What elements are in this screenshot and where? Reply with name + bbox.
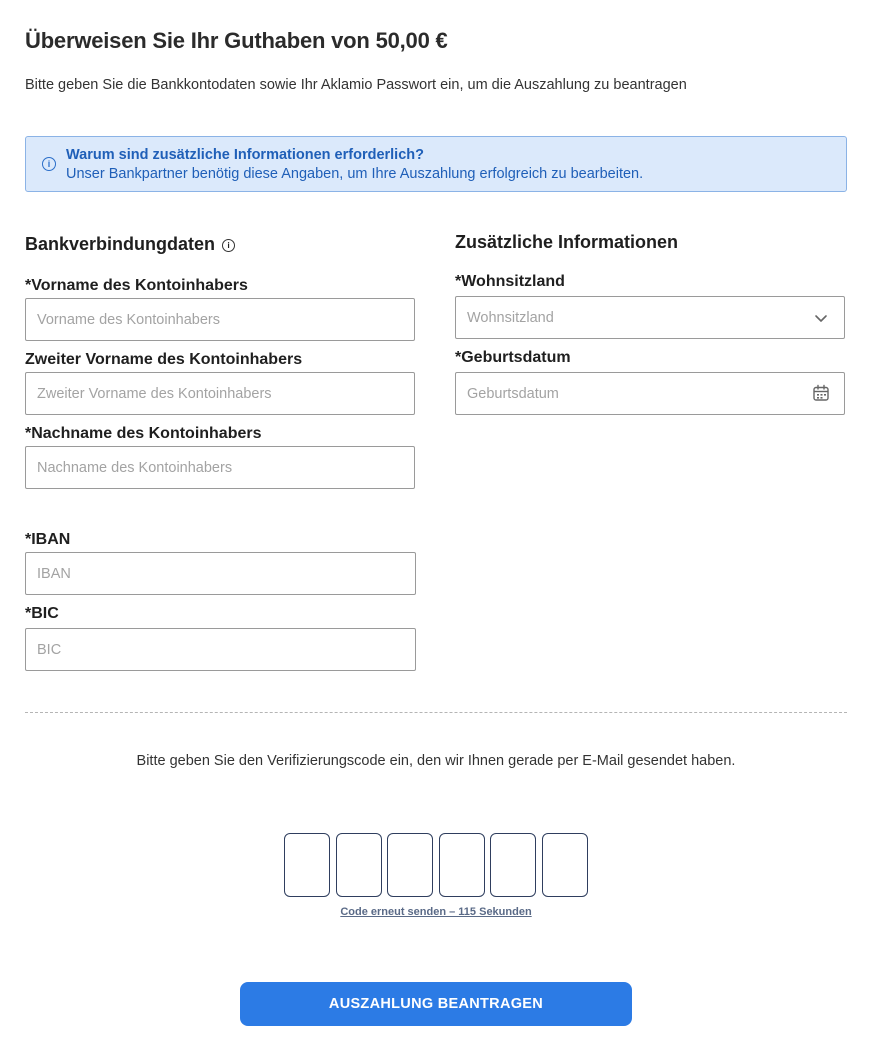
- country-select-value: Wohnsitzland: [467, 310, 554, 326]
- code-digit-input[interactable]: [285, 834, 329, 896]
- first-name-input[interactable]: [26, 299, 414, 340]
- iban-label: *IBAN: [25, 531, 71, 548]
- middle-name-label: Zweiter Vorname des Kontoinhabers: [25, 351, 303, 368]
- additional-section-title: Zusätzliche Informationen: [455, 232, 679, 252]
- code-digit-5[interactable]: [490, 833, 536, 897]
- bank-section-title-text: Bankverbindungdaten: [25, 234, 216, 254]
- first-name-field[interactable]: [25, 298, 415, 341]
- chevron-down-icon: [812, 309, 830, 327]
- birthdate-field[interactable]: [455, 372, 845, 415]
- resend-code-link[interactable]: Code erneut senden – 115 Sekunden: [340, 906, 532, 918]
- page-title: Überweisen Sie Ihr Guthaben von 50,00 €: [25, 28, 448, 53]
- code-digit-6[interactable]: [542, 833, 588, 897]
- bank-section-title: [25, 234, 235, 255]
- info-text: Unser Bankpartner benötig diese Angaben, um Ihre Auszahlung erfolgreich zu bearbeiten.: [66, 166, 644, 182]
- middle-name-input[interactable]: [26, 373, 414, 414]
- bic-label: *BIC: [25, 605, 59, 622]
- country-select[interactable]: [455, 296, 845, 339]
- code-digit-input[interactable]: [491, 834, 535, 896]
- code-digit-1[interactable]: [284, 833, 330, 897]
- verification-instructions: Bitte geben Sie den Verifizierungscode ein, den wir Ihnen gerade per E-Mail gesendet haben.: [136, 753, 736, 769]
- code-digit-input[interactable]: [543, 834, 587, 896]
- first-name-label: *Vorname des Kontoinhabers: [25, 277, 248, 294]
- request-payout-button[interactable]: AUSZAHLUNG BEANTRAGEN: [240, 982, 632, 1026]
- iban-input[interactable]: [26, 553, 415, 594]
- last-name-input[interactable]: [26, 447, 414, 488]
- code-digit-input[interactable]: [337, 834, 381, 896]
- code-digit-2[interactable]: [336, 833, 382, 897]
- code-digit-3[interactable]: [387, 833, 433, 897]
- code-digit-input[interactable]: [388, 834, 432, 896]
- bic-input[interactable]: [26, 629, 415, 670]
- birthdate-input[interactable]: [456, 373, 844, 414]
- middle-name-field[interactable]: [25, 372, 415, 415]
- info-icon: i: [42, 157, 56, 171]
- iban-field[interactable]: [25, 552, 416, 595]
- info-icon[interactable]: i: [222, 239, 235, 252]
- info-title: Warum sind zusätzliche Informationen erforderlich?: [66, 147, 424, 163]
- code-digit-input[interactable]: [440, 834, 484, 896]
- page-subtitle: Bitte geben Sie die Bankkontodaten sowie Ihr Aklamio Passwort ein, um die Auszahlung zu beantragen: [25, 77, 687, 93]
- calendar-icon[interactable]: [812, 384, 830, 402]
- last-name-label: *Nachname des Kontoinhabers: [25, 425, 262, 442]
- code-digit-4[interactable]: [439, 833, 485, 897]
- country-label: *Wohnsitzland: [455, 273, 565, 290]
- birthdate-label: *Geburtsdatum: [455, 349, 571, 366]
- last-name-field[interactable]: [25, 446, 415, 489]
- bic-field[interactable]: [25, 628, 416, 671]
- info-banner: [25, 136, 847, 192]
- section-divider: [25, 712, 847, 713]
